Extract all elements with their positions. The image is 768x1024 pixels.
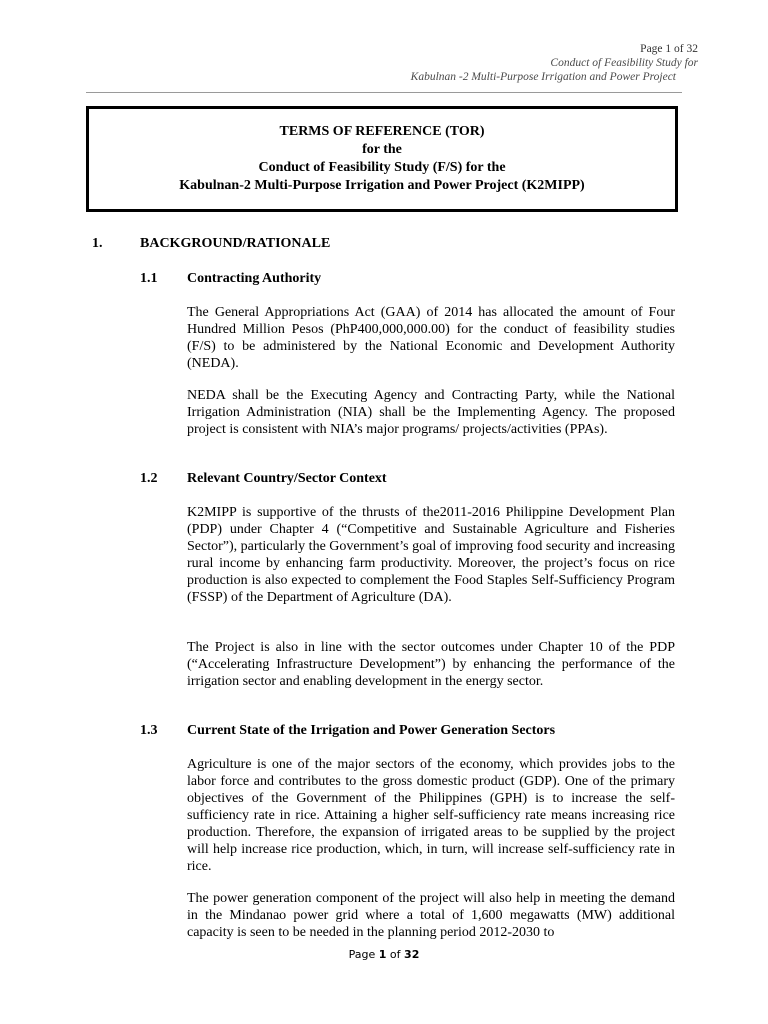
- section-1-3-title: Current State of the Irrigation and Power Generation Sectors: [187, 723, 556, 738]
- section-1-2-number: 1.2: [140, 471, 158, 486]
- running-header: [411, 42, 698, 84]
- section-1-1-number: 1.1: [140, 271, 158, 286]
- paragraph-1-1-b: NEDA shall be the Executing Agency and Contracting Party, while the National Irrigation Administration (NIA) shall be the Implementing Agency. The proposed project is consistent with NIA’s major programs/ projects/activities (PPAs).: [187, 388, 675, 437]
- section-1-2-title: Relevant Country/Sector Context: [187, 471, 387, 486]
- paragraph-1-3-b: The power generation component of the project will also help in meeting the demand in the Mindanao power grid where a total of 1,600 megawatts (MW) additional capacity is seen to be needed in the planning period 2012-2030 to: [187, 891, 675, 940]
- header-rule: [86, 92, 682, 93]
- section-1-number: 1.: [92, 236, 103, 251]
- section-1-3-number: 1.3: [140, 723, 158, 738]
- paragraph-1-3-a: Agriculture is one of the major sectors of the economy, which provides jobs to the labor force and contributes to the gross domestic product (GDP). One of the primary objectives of the Government of the Philippines (GPH) is to increase the self-sufficiency rate in rice. Attaining a higher self-sufficiency rate means increasing rice production. Therefore, the expansion of irrigated areas to be supplied by the project will help increase rice production, which, in turn, will increase self-sufficiency rate in rice.: [187, 757, 675, 874]
- paragraph-1-2-a: K2MIPP is supportive of the thrusts of the2011-2016 Philippine Development Plan (PDP) under Chapter 4 (“Competitive and Sustainable Agriculture and Fisheries Sector”), particularly the Government’s goal of improving food security and increasing rural income by enhancing farm productivity. Moreover, the project’s focus on rice production is also expected to complement the Food Staples Self-Sufficiency Program (FSSP) of the Department of Agriculture (DA).: [187, 505, 675, 605]
- title-box: [86, 106, 678, 212]
- paragraph-1-2-b: The Project is also in line with the sector outcomes under Chapter 10 of the PDP (“Accelerating Infrastructure Development”) by enhancing the performance of the irrigation sector and enabling development in the energy sector.: [187, 640, 675, 689]
- title-line-1: TERMS OF REFERENCE (TOR): [279, 124, 485, 139]
- page-footer: Page 1 of 32: [348, 948, 420, 961]
- header-line-3: Kabulnan -2 Multi-Purpose Irrigation and Power Project: [410, 71, 676, 83]
- title-line-2: for the: [362, 142, 402, 157]
- header-page-number: Page 1 of 32: [640, 43, 698, 55]
- header-line-2: Conduct of Feasibility Study for: [550, 57, 698, 69]
- paragraph-1-1-a: The General Appropriations Act (GAA) of 2014 has allocated the amount of Four Hundred Million Pesos (PhP400,000,000.00) for the conduct of feasibility studies (F/S) to be administered by the National Economic and Development Authority (NEDA).: [187, 305, 675, 371]
- title-line-4: Kabulnan-2 Multi-Purpose Irrigation and Power Project (K2MIPP): [179, 178, 585, 193]
- section-1-title: BACKGROUND/RATIONALE: [140, 236, 331, 251]
- title-line-3: Conduct of Feasibility Study (F/S) for the: [258, 160, 506, 175]
- section-1-1-title: Contracting Authority: [187, 271, 322, 286]
